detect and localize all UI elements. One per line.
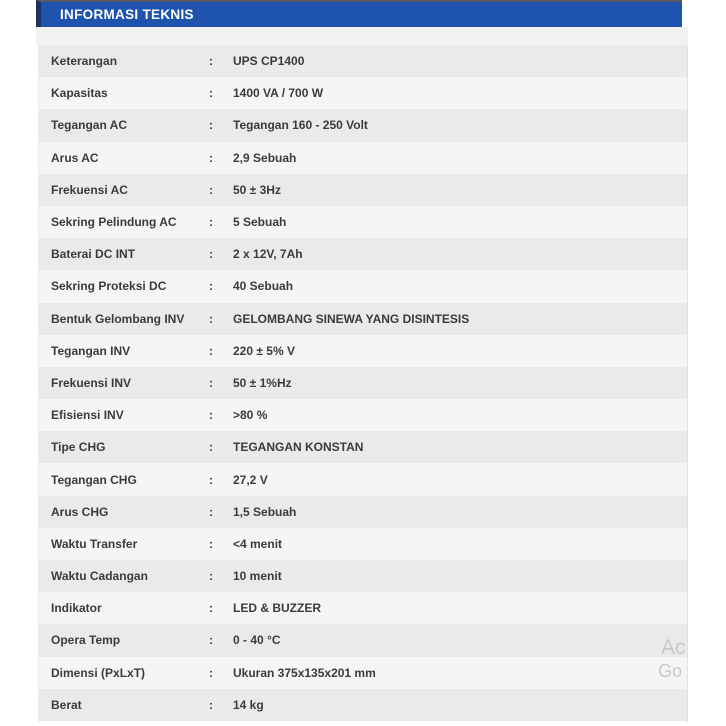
row-separator: : bbox=[209, 182, 213, 197]
row-value: 2,9 Sebuah bbox=[233, 150, 297, 165]
row-value: 27,2 V bbox=[233, 472, 268, 487]
table-row bbox=[39, 109, 687, 141]
row-value: 50 ± 3Hz bbox=[233, 182, 281, 197]
row-label: Waktu Transfer bbox=[51, 536, 138, 551]
row-separator: : bbox=[209, 569, 213, 584]
row-value: 5 Sebuah bbox=[233, 215, 287, 230]
row-value: GELOMBANG SINEWA YANG DISINTESIS bbox=[233, 311, 470, 326]
row-value: Ukuran 375x135x201 mm bbox=[233, 665, 376, 680]
row-separator: : bbox=[209, 343, 213, 358]
table-row bbox=[39, 238, 687, 270]
row-separator: : bbox=[209, 665, 213, 680]
row-label: Frekuensi AC bbox=[51, 182, 128, 197]
row-label: Indikator bbox=[51, 601, 102, 616]
table-row bbox=[39, 560, 687, 592]
table-row bbox=[39, 431, 687, 463]
row-value: UPS CP1400 bbox=[233, 54, 305, 69]
table-row bbox=[39, 335, 687, 367]
row-value: 1400 VA / 700 W bbox=[233, 86, 324, 101]
row-label: Arus AC bbox=[51, 150, 99, 165]
row-label: Baterai DC INT bbox=[51, 247, 136, 262]
table-row bbox=[39, 624, 687, 656]
table-row bbox=[39, 142, 687, 174]
row-label: Waktu Cadangan bbox=[51, 569, 148, 584]
table-row bbox=[39, 528, 687, 560]
row-separator: : bbox=[209, 118, 213, 133]
row-separator: : bbox=[209, 279, 213, 294]
row-separator: : bbox=[209, 536, 213, 551]
table-row bbox=[39, 174, 687, 206]
row-value: 0 - 40 °C bbox=[233, 633, 281, 648]
row-separator: : bbox=[209, 633, 213, 648]
row-label: Bentuk Gelombang INV bbox=[51, 311, 185, 326]
row-value: LED & BUZZER bbox=[233, 601, 321, 616]
header-gap bbox=[36, 27, 688, 45]
row-label: Tipe CHG bbox=[51, 440, 106, 455]
row-label: Kapasitas bbox=[51, 86, 108, 101]
table-row bbox=[39, 45, 687, 77]
table-row bbox=[39, 206, 687, 238]
table-row bbox=[39, 657, 687, 689]
watermark-line1: Ac bbox=[661, 636, 686, 659]
row-label: Sekring Pelindung AC bbox=[51, 215, 177, 230]
row-separator: : bbox=[209, 504, 213, 519]
watermark-line2: Go bbox=[658, 661, 683, 681]
row-label: Keterangan bbox=[51, 54, 118, 69]
row-value: 10 menit bbox=[233, 569, 282, 584]
row-separator: : bbox=[209, 215, 213, 230]
row-separator: : bbox=[209, 601, 213, 616]
row-separator: : bbox=[209, 86, 213, 101]
row-label: Tegangan CHG bbox=[51, 472, 137, 487]
spec-table bbox=[38, 45, 688, 722]
row-value: Tegangan 160 - 250 Volt bbox=[233, 118, 368, 133]
row-value: 50 ± 1%Hz bbox=[233, 375, 292, 390]
row-value: 40 Sebuah bbox=[233, 279, 294, 294]
row-separator: : bbox=[209, 375, 213, 390]
table-row bbox=[39, 77, 687, 109]
row-separator: : bbox=[209, 408, 213, 423]
table-row bbox=[39, 399, 687, 431]
row-separator: : bbox=[209, 150, 213, 165]
table-row bbox=[39, 592, 687, 624]
row-separator: : bbox=[209, 311, 213, 326]
table-row bbox=[39, 496, 687, 528]
row-label: Sekring Proteksi DC bbox=[51, 279, 167, 294]
table-row bbox=[39, 463, 687, 495]
table-row bbox=[39, 303, 687, 335]
row-separator: : bbox=[209, 697, 213, 712]
row-label: Dimensi (PxLxT) bbox=[51, 665, 146, 680]
row-separator: : bbox=[209, 247, 213, 262]
row-value: <4 menit bbox=[233, 536, 283, 551]
table-row bbox=[39, 689, 687, 721]
row-separator: : bbox=[209, 472, 213, 487]
row-label: Efisiensi INV bbox=[51, 408, 124, 423]
table-row bbox=[39, 270, 687, 302]
row-value: 2 x 12V, 7Ah bbox=[233, 247, 303, 262]
table-row bbox=[39, 367, 687, 399]
row-label: Arus CHG bbox=[51, 504, 109, 519]
section-title: INFORMASI TEKNIS bbox=[60, 7, 194, 22]
row-value: 1,5 Sebuah bbox=[233, 504, 297, 519]
row-label: Berat bbox=[51, 697, 82, 712]
section-header bbox=[36, 0, 682, 27]
row-label: Opera Temp bbox=[51, 633, 121, 648]
row-separator: : bbox=[209, 54, 213, 69]
row-value: 14 kg bbox=[233, 697, 264, 712]
row-value: TEGANGAN KONSTAN bbox=[233, 440, 364, 455]
row-label: Frekuensi INV bbox=[51, 375, 132, 390]
row-value: >80 % bbox=[233, 408, 268, 423]
row-separator: : bbox=[209, 440, 213, 455]
row-value: 220 ± 5% V bbox=[233, 343, 295, 358]
row-label: Tegangan INV bbox=[51, 343, 131, 358]
row-label: Tegangan AC bbox=[51, 118, 128, 133]
